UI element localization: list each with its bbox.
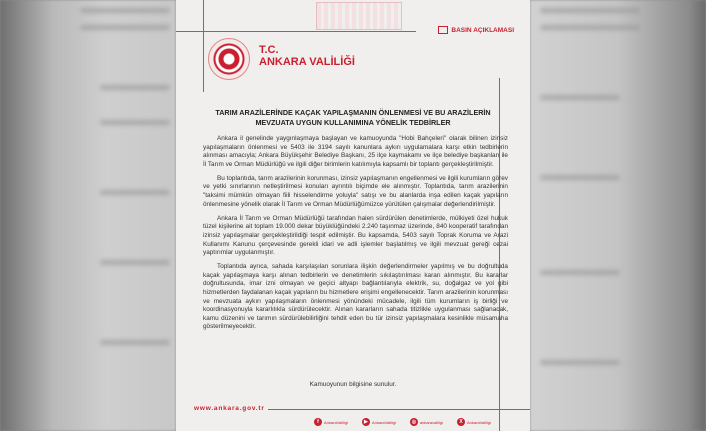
badge-label: BASIN AÇIKLAMASI (451, 26, 514, 34)
social-links (314, 418, 491, 426)
organization-name (259, 44, 355, 68)
social-handle: AnkaraValiligi (324, 419, 348, 425)
facebook-link[interactable] (314, 418, 348, 426)
youtube-link[interactable] (362, 418, 396, 426)
social-handle: AnkaraValiligi (467, 419, 491, 425)
press-release-badge (438, 26, 514, 34)
facebook-icon: f (314, 418, 322, 426)
paragraph: Bu toplantıda, tarım arazilerinin korunması, izinsiz yapılaşmanın engellenmesi ve ilgili kurumların görev ve yetki sınırlarının netleştirilmesi konuları ayrıntılı biçimde ele alınmıştır. Toplantıda, tarım arazilerinin "taksimi mümkün olmayan fiili hisselendirme yoluyla" satışı ve bu alanlarda inşa edilen kaçak yapıların önlenmesine yönelik olarak İl Tarım ve Orman Müdürlüğümüzce yürütülen çalışmalar değerlendirilmiştir. (203, 174, 508, 208)
decor-line (176, 31, 416, 32)
governorship-seal-logo (208, 38, 250, 80)
decor-line (268, 409, 530, 410)
blurred-background-left (0, 0, 176, 431)
document-body (203, 135, 508, 337)
paragraph: Ankara il genelinde yaygınlaşmaya başlayan ve kamuoyunda "Hobi Bahçeleri" olarak bilinen izinsiz yapılaşmaların önlenmesi ve 5403 ile 3194 sayılı kanunlara aykırı uygulamalara karşı etkin tedbirlerin alınması amacıyla; Ankara Büyükşehir Belediye Başkanı, 25 ilçe kaymakamı ve ilçe belediye başkanları ile İl Tarım ve Orman Müdürlüğü ve ilgili diğer birimlerin katılımıyla kapsamlı bir toplantı gerçekleştirilmiştir. (203, 135, 508, 168)
x-icon: X (457, 418, 465, 426)
x-link[interactable] (457, 418, 491, 426)
instagram-link[interactable] (410, 418, 443, 426)
social-handle: AnkaraValiligi (371, 419, 396, 425)
paragraph: Ankara İl Tarım ve Orman Müdürlüğü tarafından halen sürdürülen denetimlerde, mülkiyeti özel hukuk tüzel kişilerine ait toplam 19.000 dekar büyüklüğündeki 2.240 taşınmaz üzerinde, 840 kooperatif tarafından izinsiz yapılaşmalar gerçekleştirildiği tespit edilmiştir. Bu kapsamda, 5403 sayılı Toprak Koruma ve Arazi Kullanımı Kanunu çerçevesinde gerekli idari ve adli işlemler başlatılmış ve ilgili mevzuat gereği cezai yaptırımlar uygulanmıştır. (203, 214, 508, 257)
building-illustration (316, 2, 402, 30)
website-link[interactable]: www.ankara.gov.tr (194, 405, 265, 412)
closing-line: Kamuoyunun bilgisine sunulur. (309, 381, 397, 388)
org-line-2: ANKARA VALİLİĞİ (259, 56, 355, 68)
social-handle: ankaravaliligi (419, 419, 443, 425)
press-release-document (176, 0, 530, 431)
blurred-background-right (530, 0, 706, 431)
youtube-icon: ▶ (362, 418, 370, 426)
newspaper-icon (438, 26, 448, 34)
instagram-icon: ◎ (411, 419, 417, 425)
paragraph: Toplantıda ayrıca, sahada karşılaşılan sorunlara ilişkin değerlendirmeler yapılmış ve bu doğrultuda kaçak yapılaşmaya karşı alınan tedbirlerin ve denetimlerin sıkılaştırılması kararı alınmıştır. Bu kararlar doğrultusunda, imar izni olmayan ve geçici altyapı bağlantılarıyla elektrik, su, doğalgaz ve yol gibi hizmetlerden faydalanan kaçak yapıların bu hizmetlere erişimi engellenecektir. Tarım arazilerinin korunması ve mevzuata aykırı yapılaşmaların önlenmesi yönündeki mücadele, ilgili tüm kurumların iş birliği ve koordinasyonuyla kararlılıkla sürdürülecektir. Alınan kararların sahada titizlikle uygulanması sağlanacak, kamu düzenini ve tarımın sürdürülebilirliğini tehdit eden bu tür izinsiz yapılaşmalara kesinlikle müsamaha gösterilmeyecektir. (203, 263, 508, 331)
document-title: TARIM ARAZİLERİNDE KAÇAK YAPILAŞMANIN ÖNLENMESİ VE BU ARAZİLERİN MEVZUATA UYGUN KULLANIMINA YÖNELİK TEDBİRLER (215, 108, 491, 127)
org-line-1: T.C. (259, 44, 279, 56)
decor-line (203, 0, 204, 92)
